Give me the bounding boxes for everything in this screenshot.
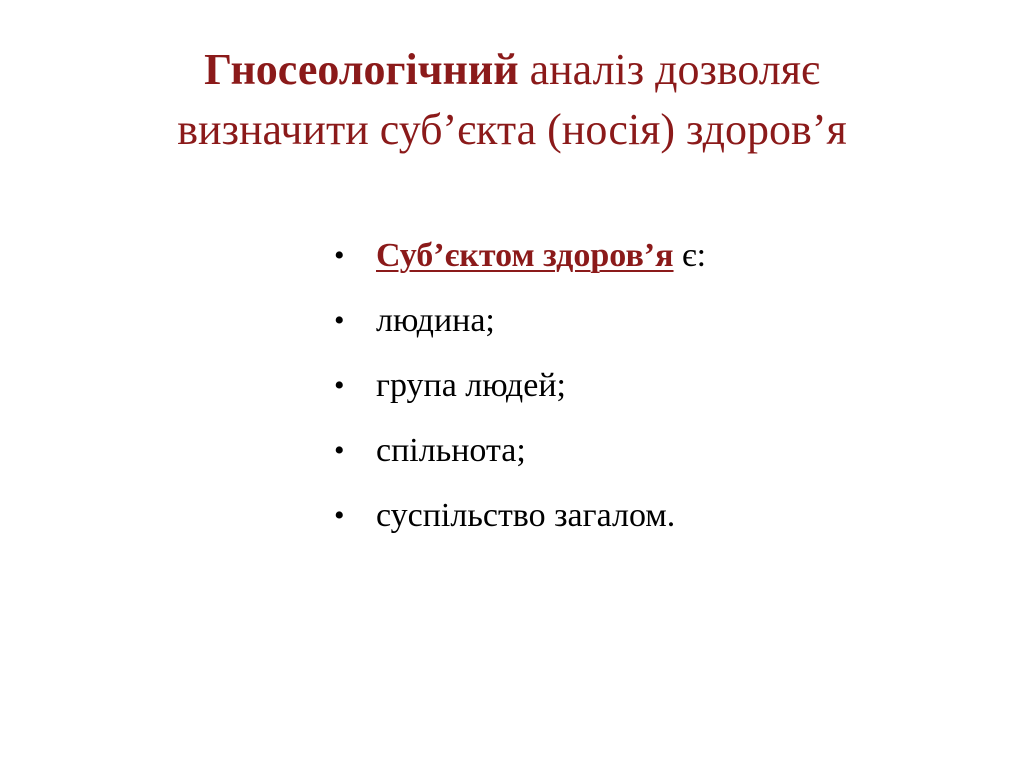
- bullet-dot-icon: •: [334, 499, 345, 532]
- bullet-dot-icon: •: [334, 434, 345, 467]
- bullet-text: спільнота;: [376, 432, 526, 469]
- bullet-list: [334, 227, 954, 552]
- bullet-item-society: [334, 487, 954, 552]
- bullet-text: людина;: [376, 302, 495, 339]
- bullet-dot-icon: •: [334, 369, 345, 402]
- slide-title: [60, 40, 964, 160]
- bullet-item-community: [334, 422, 954, 487]
- bullet-dot-icon: •: [334, 304, 345, 337]
- title-line1-rest: аналіз дозволяє: [529, 45, 820, 94]
- title-line2: визначити суб’єкта (носія) здоров’я: [177, 105, 847, 154]
- bullet-item-subject: [334, 227, 954, 292]
- bullet-emphasis-term: Суб’єктом здоров’я: [376, 237, 674, 274]
- bullet-text: є:: [682, 237, 707, 274]
- bullet-item-person: [334, 292, 954, 357]
- bullet-dot-icon: •: [334, 239, 345, 272]
- bullet-text: суспільство загалом.: [376, 497, 676, 534]
- title-bold-term: Гносеологічний: [204, 45, 519, 94]
- bullet-text: група людей;: [376, 367, 566, 404]
- bullet-item-group: [334, 357, 954, 422]
